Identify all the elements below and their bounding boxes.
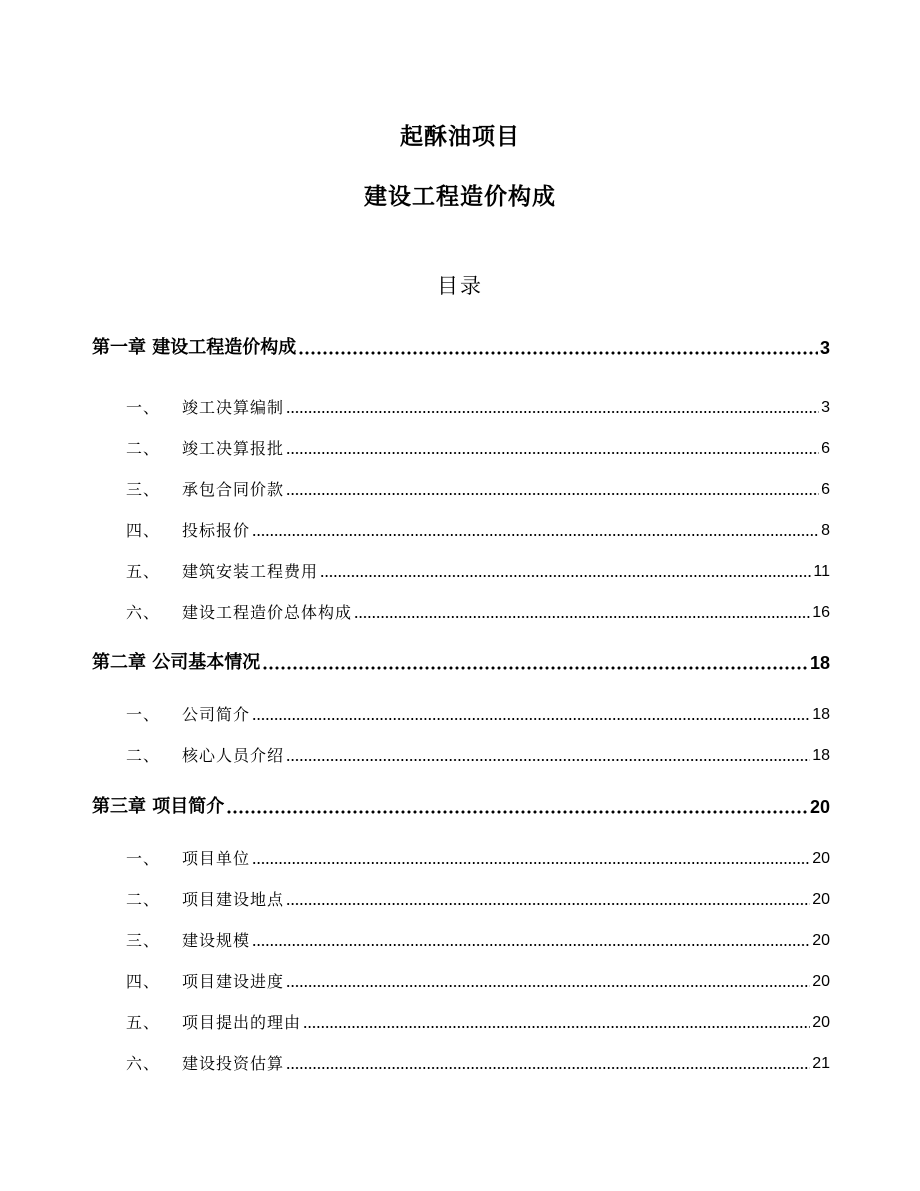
toc-entry-text: 核心人员介绍 bbox=[182, 746, 285, 765]
toc-page-number: 11 bbox=[813, 563, 830, 580]
toc-heading: 目录 bbox=[437, 274, 483, 298]
toc-entry-number: 一、 bbox=[126, 398, 161, 417]
document-title: 起酥油项目 bbox=[400, 124, 520, 150]
toc-dot-leader bbox=[286, 902, 810, 906]
toc-entry-number: 五、 bbox=[126, 1013, 161, 1032]
toc-entry[interactable] bbox=[126, 396, 830, 420]
toc-entry-text: 项目建设地点 bbox=[182, 890, 285, 909]
toc-entry-text: 项目单位 bbox=[182, 849, 251, 868]
toc-page-number: 20 bbox=[812, 932, 830, 949]
toc-chapter-3[interactable] bbox=[92, 794, 830, 820]
toc-chapter-label: 第二章 公司基本情况 bbox=[92, 652, 261, 673]
toc-page-number: 18 bbox=[812, 747, 830, 764]
toc-dot-leader bbox=[252, 533, 819, 537]
toc-entry-number: 六、 bbox=[126, 1054, 161, 1073]
toc-entry-text: 建筑安装工程费用 bbox=[182, 562, 319, 581]
toc-dot-leader bbox=[286, 492, 819, 496]
toc-entry[interactable] bbox=[126, 437, 830, 461]
toc-page-number: 21 bbox=[812, 1055, 830, 1072]
toc-entry-text: 承包合同价款 bbox=[182, 480, 285, 499]
toc-dot-leader bbox=[262, 666, 808, 670]
toc-entry-number: 五、 bbox=[126, 562, 161, 581]
toc-entry-number: 一、 bbox=[126, 705, 161, 724]
toc-entry-text: 公司简介 bbox=[182, 705, 251, 724]
toc-entry-text: 建设工程造价总体构成 bbox=[182, 603, 353, 622]
toc-entry-text: 竣工决算编制 bbox=[182, 398, 285, 417]
toc-entry-text: 建设投资估算 bbox=[182, 1054, 285, 1073]
toc-dot-leader bbox=[226, 810, 808, 814]
toc-page-number: 16 bbox=[812, 604, 830, 621]
toc-dot-leader bbox=[286, 410, 819, 414]
toc-page-number: 6 bbox=[821, 481, 830, 498]
toc-entry-text: 项目建设进度 bbox=[182, 972, 285, 991]
toc-entry-number: 一、 bbox=[126, 849, 161, 868]
document-subtitle: 建设工程造价构成 bbox=[364, 184, 556, 210]
toc-entry[interactable] bbox=[126, 888, 830, 912]
toc-dot-leader bbox=[252, 717, 810, 721]
toc-entry-text: 项目提出的理由 bbox=[182, 1013, 302, 1032]
toc-page-number: 18 bbox=[812, 706, 830, 723]
toc-entry[interactable] bbox=[126, 929, 830, 953]
toc-entry-number: 二、 bbox=[126, 746, 161, 765]
toc-dot-leader bbox=[303, 1025, 810, 1029]
toc-page-number: 6 bbox=[821, 440, 830, 457]
toc-page-number: 20 bbox=[809, 797, 830, 817]
toc-dot-leader bbox=[298, 351, 818, 355]
toc-entry[interactable] bbox=[126, 519, 830, 543]
toc-page-number: 3 bbox=[821, 399, 830, 416]
toc-dot-leader bbox=[286, 758, 810, 762]
toc-dot-leader bbox=[354, 615, 810, 619]
toc-chapter-label: 第一章 建设工程造价构成 bbox=[92, 337, 297, 358]
toc-entry-number: 三、 bbox=[126, 480, 161, 499]
toc-entry-text: 竣工决算报批 bbox=[182, 439, 285, 458]
toc-dot-leader bbox=[286, 1066, 810, 1070]
toc-entry[interactable] bbox=[126, 970, 830, 994]
toc-page-number: 8 bbox=[821, 522, 830, 539]
toc-page-number: 18 bbox=[809, 653, 830, 673]
toc-chapter-label: 第三章 项目简介 bbox=[92, 796, 225, 817]
toc-dot-leader bbox=[252, 861, 810, 865]
toc-entry-number: 四、 bbox=[126, 972, 161, 991]
toc-entry-number: 三、 bbox=[126, 931, 161, 950]
toc-dot-leader bbox=[252, 943, 810, 947]
toc-dot-leader bbox=[320, 574, 811, 578]
toc-entry-number: 四、 bbox=[126, 521, 161, 540]
toc-page-number: 20 bbox=[812, 891, 830, 908]
toc-entry[interactable] bbox=[126, 847, 830, 871]
toc-page-number: 20 bbox=[812, 1014, 830, 1031]
toc-page-number: 20 bbox=[812, 850, 830, 867]
toc-page-number: 3 bbox=[819, 338, 830, 358]
toc-entry-number: 二、 bbox=[126, 890, 161, 909]
toc-entry[interactable] bbox=[126, 1052, 830, 1076]
toc-entry-text: 投标报价 bbox=[182, 521, 251, 540]
toc-entry[interactable] bbox=[126, 744, 830, 768]
toc-entry-text: 建设规模 bbox=[182, 931, 251, 950]
toc-entry-number: 二、 bbox=[126, 439, 161, 458]
toc-chapter-1[interactable] bbox=[92, 335, 830, 361]
toc-entry[interactable] bbox=[126, 478, 830, 502]
toc-dot-leader bbox=[286, 451, 819, 455]
toc-entry[interactable] bbox=[126, 703, 830, 727]
toc-chapter-2[interactable] bbox=[92, 650, 830, 676]
toc-entry[interactable] bbox=[126, 1011, 830, 1035]
toc-entry-number: 六、 bbox=[126, 603, 161, 622]
toc-entry[interactable] bbox=[126, 560, 830, 584]
toc-entry[interactable] bbox=[126, 601, 830, 625]
toc-page-number: 20 bbox=[812, 973, 830, 990]
toc-dot-leader bbox=[286, 984, 810, 988]
